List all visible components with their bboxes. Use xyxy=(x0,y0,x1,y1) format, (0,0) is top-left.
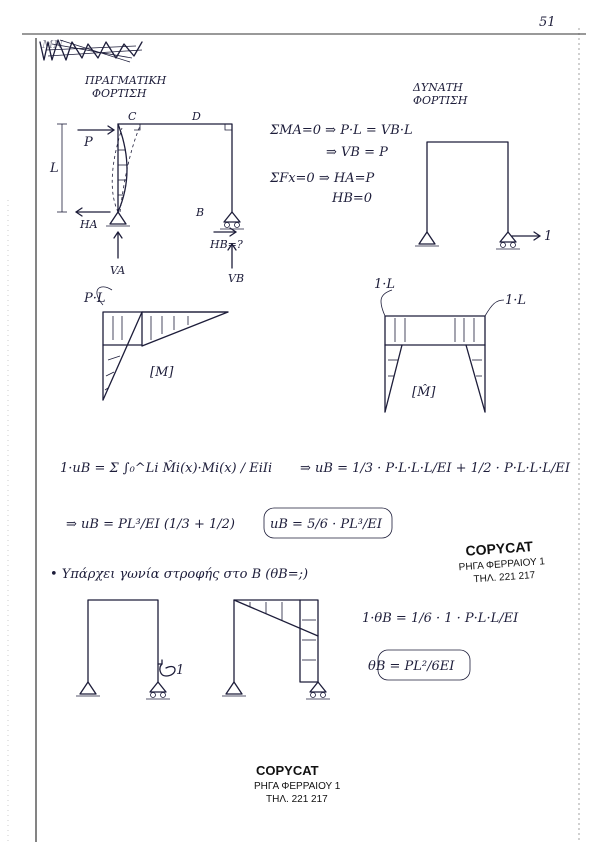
virtual-moment-left-label: 1·L xyxy=(374,277,396,292)
rotation-eq-line1: 1·θB = 1/6 · 1 · P·L·L/EI xyxy=(362,611,519,626)
node-b-label: B xyxy=(196,206,205,219)
work-eq-left: 1·uB = Σ ∫₀^Li M̂i(x)·Mi(x) / EiIi xyxy=(60,461,273,476)
virtual-frame-diagram xyxy=(415,142,552,249)
header-scribble xyxy=(40,38,142,62)
real-moment-label: [M] xyxy=(150,365,174,380)
rotation-eq-line2: θB = PL²/6EI xyxy=(368,659,455,674)
node-d-label: D xyxy=(192,110,201,123)
copycat-stamp-top xyxy=(457,537,547,586)
copycat-stamp-bottom xyxy=(254,763,341,805)
unit-moment-frame xyxy=(76,600,184,699)
work-eq-right: ⇒ uB = 1/3 · P·L·L·L/EI + 1/2 · P·L·L·L/EI xyxy=(300,461,570,476)
unit-moment-label: 1 xyxy=(176,663,185,678)
stamp-top-phone: ΤΗΛ. 221 217 xyxy=(473,570,536,586)
va-label: VA xyxy=(110,264,126,277)
real-loading-title-line1: ΠΡΑΓΜΑΤΙΚΗ xyxy=(85,74,167,87)
real-moment-diagram xyxy=(83,287,228,400)
page-number: 51 xyxy=(539,15,556,30)
work-eq-result: uB = 5/6 · PL³/EI xyxy=(270,517,382,532)
stamp-bottom-name: COPYCAT xyxy=(256,763,319,778)
stamp-top-name: COPYCAT xyxy=(465,538,534,559)
real-frame-diagram xyxy=(49,110,244,285)
virtual-loading-title-line2: ΦΟΡΤΙΣΗ xyxy=(413,94,468,107)
unit-moment-diagram xyxy=(222,600,330,699)
rotation-question: • Υπάρχει γωνία στροφής στο B (θB=;) xyxy=(50,567,309,582)
stamp-bottom-phone: ΤΗΛ. 221 217 xyxy=(266,794,328,805)
virtual-moment-diagram xyxy=(374,277,526,412)
virtual-moment-right-label: 1·L xyxy=(505,293,527,308)
work-eq-line2: ⇒ uB = PL³/EI (1/3 + 1/2) xyxy=(66,517,235,532)
ha-label: HA xyxy=(80,218,98,231)
equilibrium-equations xyxy=(269,123,413,206)
real-loading-title-line2: ΦΟΡΤΙΣΗ xyxy=(92,87,147,100)
virtual-moment-label: [M̂] xyxy=(412,385,436,400)
load-p-label: P xyxy=(84,135,93,150)
virtual-loading-title-line1: ΔΥΝΑΤΗ xyxy=(413,81,463,94)
hb-label: HB=? xyxy=(210,238,243,251)
node-c-label: C xyxy=(128,110,137,123)
equation-line-1: ΣMA=0 ⇒ P·L = VB·L xyxy=(270,123,413,138)
height-l-label: L xyxy=(50,161,59,176)
virtual-work-equation xyxy=(60,460,571,538)
equation-line-3: ΣFx=0 ⇒ HA=P xyxy=(270,171,375,186)
unit-load-label: 1 xyxy=(544,229,553,244)
vb-label: VB xyxy=(228,272,245,285)
real-moment-peak-label: P·L xyxy=(84,291,106,306)
rotation-equations xyxy=(362,611,519,680)
equation-line-4: HB=0 xyxy=(332,191,373,206)
stamp-top-address: ΡΗΓΑ ΦΕΡΡΑΙΟΥ 1 xyxy=(458,556,546,574)
equation-line-2: ⇒ VB = P xyxy=(326,145,388,160)
svg-text:ΜΝ: ΜΝ xyxy=(42,38,63,51)
stamp-bottom-address: ΡΗΓΑ ΦΕΡΡΑΙΟΥ 1 xyxy=(254,781,341,792)
